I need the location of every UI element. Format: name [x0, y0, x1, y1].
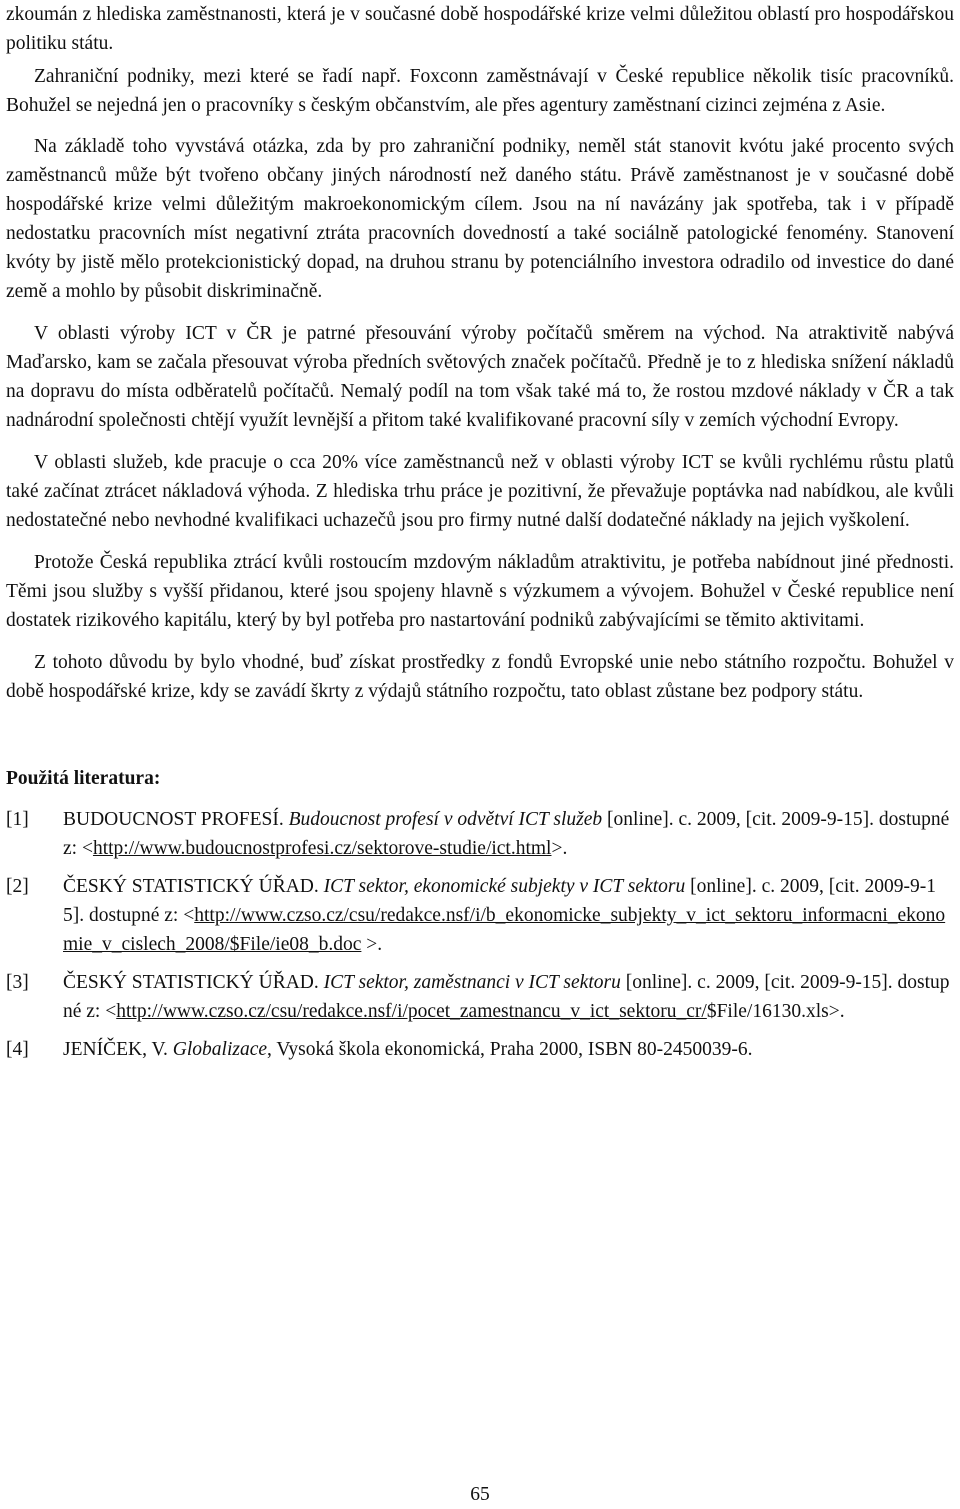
reference-link[interactable]: http://www.czso.cz/csu/redakce.nsf/i/b_ekonomicke_subjekty_v_ict_sektoru_informacni_ekonomie_v_cislech_2008/$File/ie08_b.doc [63, 905, 946, 955]
reference-number: [2] [6, 876, 29, 897]
reference-item [6, 872, 954, 959]
paragraph-quota-question: Na základě toho vyvstává otázka, zda by pro zahraniční podniky, neměl stát stanovit kvótu jaké procento svých zaměstnanců může být tvořeno občany jiných národností než daného státu. Právě zaměstnanost je v současné době hospodářské krize velmi důležitým makroekonomickým cílem. Jsou na ní navázány jak spotřeba, tak i v případě nedostatku pracovních míst negativní ztráta pracovních dovedností a také sociálně patologické fenomény. Stanovení kvóty by jistě mělo protekcionistický dopad, na druhou stranu by potenciálního investora odradilo od investice do dané země a mohlo by působit diskriminačně. [6, 136, 954, 302]
reference-details: [online]. c. 2009, [cit. 2009-9-15]. dostupné z: [63, 809, 950, 859]
paragraph-continuation: zkoumán z hlediska zaměstnanosti, která je v současné době hospodářské krize velmi důležitou oblastí pro hospodářskou politiku státu. [6, 4, 954, 54]
reference-item [6, 968, 954, 1026]
paragraph-services: V oblasti služeb, kde pracuje o cca 20% více zaměstnanců než v oblasti výroby ICT se kvůli rychlému růstu platů také začínat ztrácet nákladová výhoda. Z hlediska trhu práce je pozitivní, že převažuje poptávka nad nabídkou, ale kvůli nedostatečné nebo nevhodné kvalifikaci uchazečů jsou pro firmy nutné další dodatečné náklady na jejich vyškolení. [6, 452, 954, 531]
reference-body: ČESKÝ STATISTICKÝ ÚŘAD. ICT sektor, zaměstnanci v ICT sektoru [online]. c. 2009, [cit. 2009-9-15]. dostupné z: <http://www.czso.cz/csu/redakce.nsf/i/pocet_zamestnancu_v_ict_sektoru_cr/$File/16130.xls>. [63, 972, 950, 1022]
reference-link[interactable]: http://www.budoucnostprofesi.cz/sektorove-studie/ict.html [92, 838, 552, 859]
reference-tail: >. [361, 934, 383, 955]
literature-heading: Použitá literatura: [6, 768, 161, 789]
reference-item [6, 805, 954, 863]
reference-number: [4] [6, 1039, 29, 1060]
document-page [6, 0, 954, 1073]
paragraph-foreign-companies: Zahraniční podniky, mezi které se řadí např. Foxconn zaměstnávají v České republice několik tisíc pracovníků. Bohužel se nejedná jen o pracovníky s českým občanstvím, ale přes agentury zaměstnaní cizinci zejména z Asie. [6, 66, 954, 116]
reference-item [6, 1035, 954, 1064]
paragraph-funding: Z tohoto důvodu by bylo vhodné, buď získat prostředky z fondů Evropské unie nebo státního rozpočtu. Bohužel v době hospodářské krize, kdy se zavádí škrty z výdajů státního rozpočtu, tato oblast zůstane bez podpory státu. [6, 652, 954, 702]
reference-details: [online]. c. 2009, [cit. 2009-9-15]. dostupné z: [63, 972, 950, 1022]
reference-body: BUDOUCNOST PROFESÍ. Budoucnost profesí v odvětví ICT služeb [online]. c. 2009, [cit. 2009-9-15]. dostupné z: <http://www.budoucnostprofesi.cz/sektorove-studie/ict.html>. [63, 809, 950, 859]
reference-list [6, 805, 954, 1064]
reference-author: BUDOUCNOST PROFESÍ. [63, 809, 284, 830]
reference-number: [3] [6, 972, 29, 993]
paragraph-ict-production: V oblasti výroby ICT v ČR je patrné přesouvání výroby počítačů směrem na východ. Na atraktivitě nabývá Maďarsko, kam se začala přesouvat výroba předních světových značek počítačů. Předně je to z hlediska snížení nákladů na dopravu do místa odběratelů počítačů. Nemalý podíl na tom však také má to, že rostou mzdové náklady v ČR a tak nadnárodní společnosti chtějí využít levnější a přitom také kvalifikované pracovní síly v zemích východní Evropy. [6, 323, 954, 431]
reference-details: , Vysoká škola ekonomická, Praha 2000, ISBN 80-2450039-6. [267, 1039, 753, 1060]
reference-tail: >. [551, 838, 568, 859]
reference-details: [online]. c. 2009, [cit. 2009-9-15]. dostupné z: [63, 876, 936, 926]
reference-title: Budoucnost profesí v odvětví ICT služeb [288, 809, 603, 830]
reference-link-rest: $File/16130.xls [706, 1001, 829, 1022]
reference-title: ICT sektor, zaměstnanci v ICT sektoru [323, 972, 621, 993]
reference-author: ČESKÝ STATISTICKÝ ÚŘAD. [63, 972, 319, 993]
reference-body: ČESKÝ STATISTICKÝ ÚŘAD. ICT sektor, ekonomické subjekty v ICT sektoru [online]. c. 2009, [cit. 2009-9-15]. dostupné z: <http://www.czso.cz/csu/redakce.nsf/i/b_ekonomicke_subjekty_v_ict_sektoru_informacni_ekonomie_v_cislech_2008/$File/ie08_b.doc >. [63, 876, 946, 955]
reference-title: Globalizace [172, 1039, 268, 1060]
reference-link[interactable]: http://www.czso.cz/csu/redakce.nsf/i/pocet_zamestnancu_v_ict_sektoru_cr/ [116, 1001, 707, 1022]
reference-author: ČESKÝ STATISTICKÝ ÚŘAD. [63, 876, 319, 897]
reference-tail: >. [828, 1001, 845, 1022]
reference-title: ICT sektor, ekonomické subjekty v ICT sektoru [323, 876, 686, 897]
reference-author: JENÍČEK, V. [63, 1039, 168, 1060]
page-number: 65 [470, 1484, 490, 1505]
reference-body [63, 1035, 954, 1064]
paragraph-competitiveness: Protože Česká republika ztrácí kvůli rostoucím mzdovým nákladům atraktivitu, je potřeba nabídnout jiné přednosti. Těmi jsou služby s vyšší přidanou, které jsou spojeny hlavně s výzkumem a vývojem. Bohužel v České republice není dostatek rizikového kapitálu, který by byl potřeba pro nastartování podniků zabývajícími se těmito aktivitami. [6, 552, 954, 631]
reference-number: [1] [6, 809, 29, 830]
